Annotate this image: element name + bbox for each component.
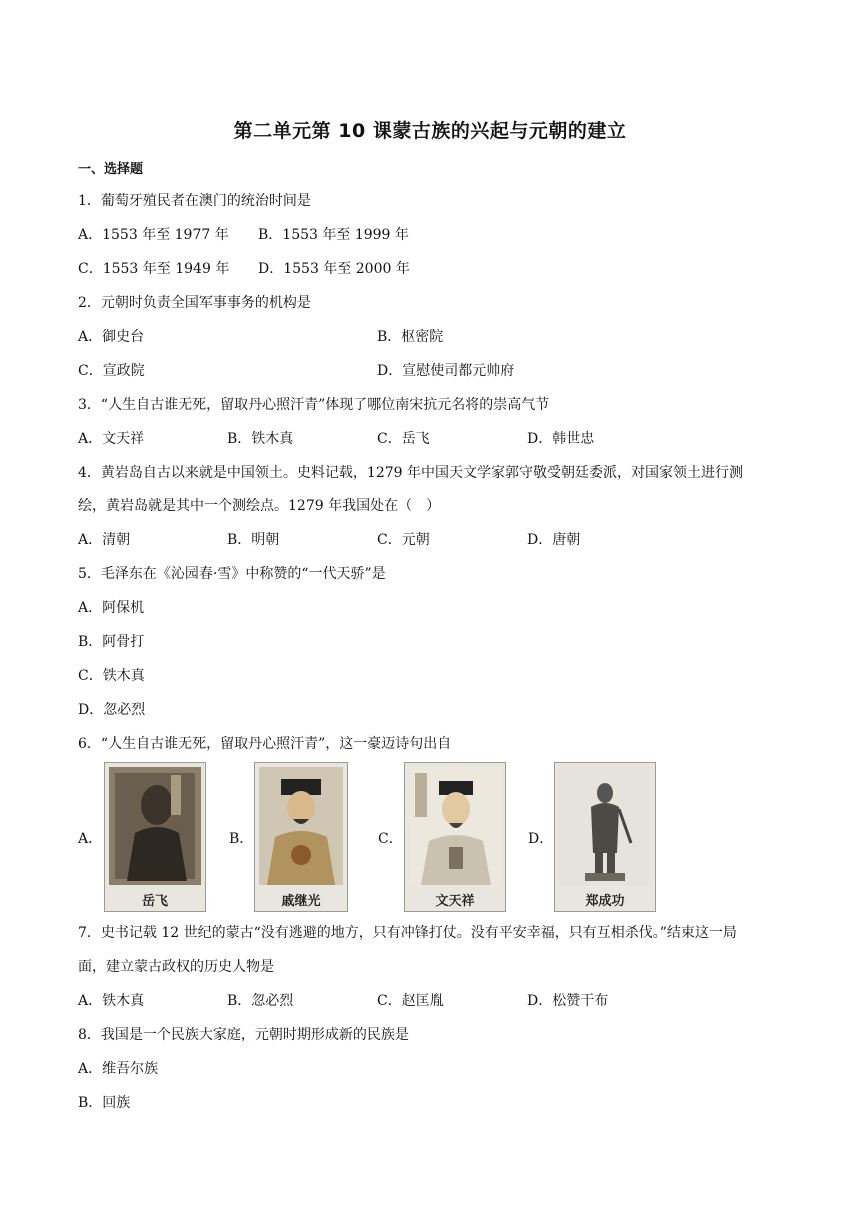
question-7-option-a[interactable]: A．铁木真	[78, 993, 145, 1009]
section-heading: 一、选择题	[78, 162, 144, 177]
portrait-qi-jiguang-icon	[255, 763, 347, 911]
question-6-option-a-image[interactable]	[104, 762, 206, 912]
question-1-option-d[interactable]: D．1553 年至 2000 年	[258, 261, 410, 277]
question-4-option-d[interactable]: D．唐朝	[527, 532, 581, 548]
question-3-option-c[interactable]: C．岳飞	[377, 431, 430, 447]
question-3-option-a[interactable]: A．文天祥	[78, 431, 145, 447]
question-3-option-d[interactable]: D．韩世忠	[527, 431, 595, 447]
question-1-option-b[interactable]: B．1553 年至 1999 年	[258, 227, 409, 243]
question-2-option-c[interactable]: C．宣政院	[78, 363, 145, 379]
question-7-option-d[interactable]: D．松赞干布	[527, 993, 609, 1009]
statue-zheng-chenggong-icon	[555, 763, 655, 911]
question-6-stem: 6．“人生自古谁无死，留取丹心照汗青”，这一豪迈诗句出自	[78, 736, 452, 752]
question-2-option-d[interactable]: D．宣慰使司都元帅府	[377, 363, 515, 379]
question-6-option-b-image[interactable]	[254, 762, 348, 912]
question-3-option-b[interactable]: B．铁木真	[227, 431, 294, 447]
question-6-caption-c: 文天祥	[435, 894, 475, 909]
question-7-stem-line-2: 面，建立蒙古政权的历史人物是	[78, 959, 274, 975]
page-title: 第二单元第 10 课蒙古族的兴起与元朝的建立	[233, 120, 627, 142]
question-7-option-b[interactable]: B．忽必烈	[227, 993, 294, 1009]
question-3-stem: 3．“人生自古谁无死，留取丹心照汗青”体现了哪位南宋抗元名将的崇高气节	[78, 397, 550, 413]
question-2-stem: 2．元朝时负责全国军事事务的机构是	[78, 295, 311, 311]
question-6-option-a-label[interactable]: A．	[78, 831, 103, 847]
question-1-stem: 1．葡萄牙殖民者在澳门的统治时间是	[78, 193, 311, 209]
question-2-option-a[interactable]: A．御史台	[78, 329, 145, 345]
question-8-stem: 8．我国是一个民族大家庭，元朝时期形成新的民族是	[78, 1027, 409, 1043]
question-4-stem-line-1: 4．黄岩岛自古以来就是中国领土。史料记载，1279 年中国天文学家郭守敬受朝廷委派，对国家领土进行测	[78, 465, 743, 481]
question-7-option-c[interactable]: C．赵匡胤	[377, 993, 444, 1009]
question-6-option-d-label[interactable]: D．	[528, 831, 554, 847]
question-7-stem-line-1: 7．史书记载 12 世纪的蒙古“没有逃避的地方，只有冲锋打仗。没有平安幸福，只有互相杀伐。”结束这一局	[78, 925, 737, 941]
question-6-caption-a: 岳飞	[141, 894, 168, 909]
question-6-option-c-image[interactable]	[404, 762, 506, 912]
question-6-option-c-label[interactable]: C．	[378, 831, 403, 847]
question-6-option-b-label[interactable]: B．	[229, 831, 254, 847]
portrait-yue-fei-icon	[105, 763, 205, 911]
question-2-option-b[interactable]: B．枢密院	[377, 329, 444, 345]
question-5-option-a[interactable]: A．阿保机	[78, 600, 145, 616]
question-1-option-a[interactable]: A．1553 年至 1977 年	[78, 227, 229, 243]
question-5-option-b[interactable]: B．阿骨打	[78, 634, 145, 650]
question-8-option-b[interactable]: B．回族	[78, 1095, 131, 1111]
question-4-stem-line-2: 绘，黄岩岛就是其中一个测绘点。1279 年我国处在（ ）	[78, 498, 441, 514]
question-6-option-d-image[interactable]	[554, 762, 656, 912]
question-6-caption-d: 郑成功	[585, 894, 625, 909]
question-5-option-d[interactable]: D．忽必烈	[78, 702, 146, 718]
question-1-option-c[interactable]: C．1553 年至 1949 年	[78, 261, 230, 277]
question-8-option-a[interactable]: A．维吾尔族	[78, 1061, 159, 1077]
question-6-caption-b: 戚继光	[281, 894, 321, 909]
question-4-option-b[interactable]: B．明朝	[227, 532, 280, 548]
question-5-option-c[interactable]: C．铁木真	[78, 668, 145, 684]
portrait-wen-tianxiang-icon	[405, 763, 505, 911]
question-5-stem: 5．毛泽东在《沁园春·雪》中称赞的“一代天骄”是	[78, 566, 386, 582]
question-4-option-c[interactable]: C．元朝	[377, 532, 430, 548]
question-4-option-a[interactable]: A．清朝	[78, 532, 131, 548]
